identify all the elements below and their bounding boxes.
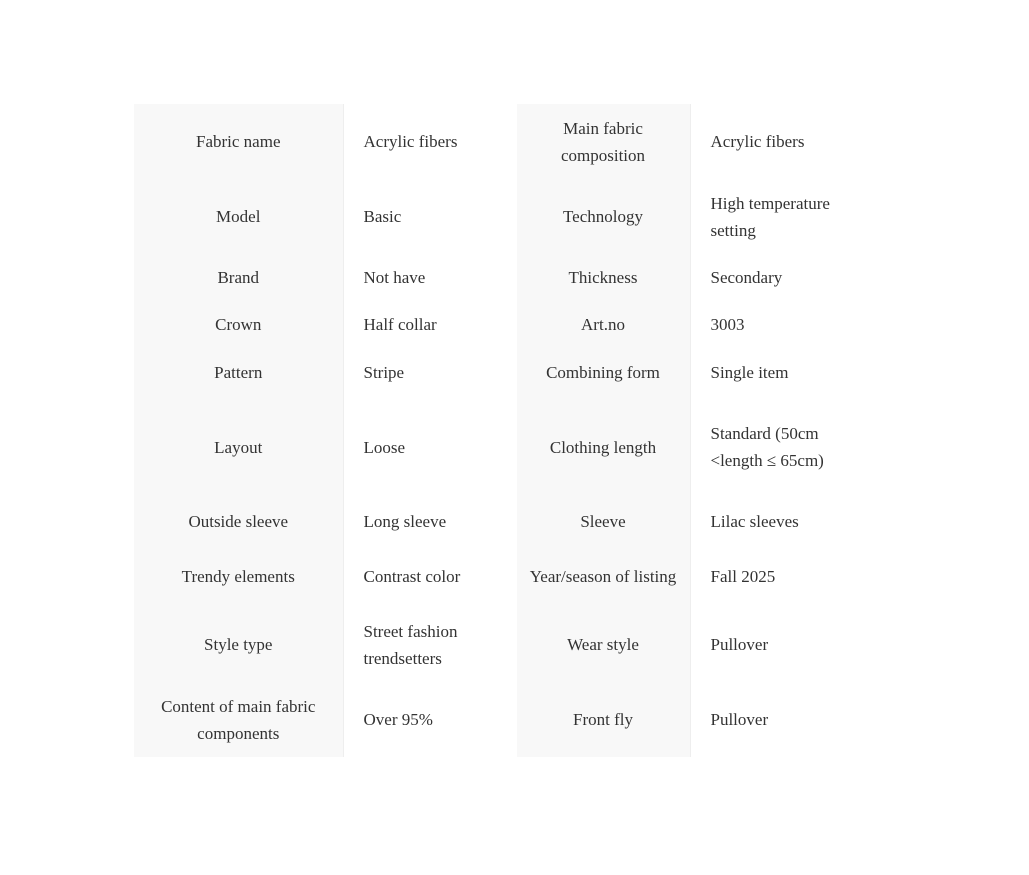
spec-value: Over 95% — [343, 682, 516, 757]
spec-value: Fall 2025 — [710, 566, 776, 586]
spec-label: Combining form — [516, 348, 690, 396]
spec-label: Fabric name — [134, 104, 343, 179]
spec-label: Trendy elements — [134, 545, 343, 607]
spec-value: 3003 — [710, 315, 745, 334]
spec-value: Basic — [343, 179, 516, 254]
spec-label: Crown — [134, 301, 343, 348]
spec-label: Pattern — [134, 348, 343, 396]
spec-value: High temperature setting — [710, 193, 830, 240]
spec-label: Brand — [134, 254, 343, 301]
spec-label: Layout — [134, 396, 343, 498]
spec-value: Street fashion trendsetters — [343, 607, 516, 682]
table-row — [134, 348, 870, 396]
spec-value: Pullover — [710, 635, 769, 654]
table-row — [134, 607, 870, 682]
table-row — [134, 396, 870, 498]
spec-label: Year/season of listing — [516, 545, 690, 607]
spec-value: Acrylic fibers — [710, 132, 805, 151]
spec-label: Thickness — [516, 254, 690, 301]
spec-label: Model — [134, 179, 343, 254]
spec-label: Sleeve — [516, 498, 690, 545]
spec-value: Contrast color — [343, 545, 516, 607]
table-row — [134, 682, 870, 757]
product-spec-table — [134, 104, 870, 757]
spec-label: Wear style — [516, 607, 690, 682]
spec-label: Style type — [134, 607, 343, 682]
spec-label: Outside sleeve — [134, 498, 343, 545]
table-row — [134, 301, 870, 348]
spec-value: Stripe — [343, 348, 516, 396]
table-row — [134, 498, 870, 545]
spec-value: Half collar — [343, 301, 516, 348]
table-row — [134, 545, 870, 607]
spec-value: Pullover — [710, 710, 769, 729]
spec-value: Acrylic fibers — [343, 104, 516, 179]
spec-value: Not have — [343, 254, 516, 301]
spec-value: Secondary — [710, 268, 783, 287]
table-row — [134, 179, 870, 254]
spec-label: Main fabric composition — [516, 104, 690, 179]
spec-label: Technology — [516, 179, 690, 254]
spec-value: Single item — [710, 362, 789, 382]
spec-value: Lilac sleeves — [710, 512, 799, 531]
spec-value: Long sleeve — [343, 498, 516, 545]
spec-value: Standard (50cm <length ≤ 65cm) — [710, 424, 824, 470]
spec-label: Front fly — [516, 682, 690, 757]
spec-value: Loose — [343, 396, 516, 498]
table-row — [134, 104, 870, 179]
spec-label: Art.no — [516, 301, 690, 348]
table-row — [134, 254, 870, 301]
spec-label: Content of main fabric components — [134, 682, 343, 757]
spec-label: Clothing length — [516, 396, 690, 498]
